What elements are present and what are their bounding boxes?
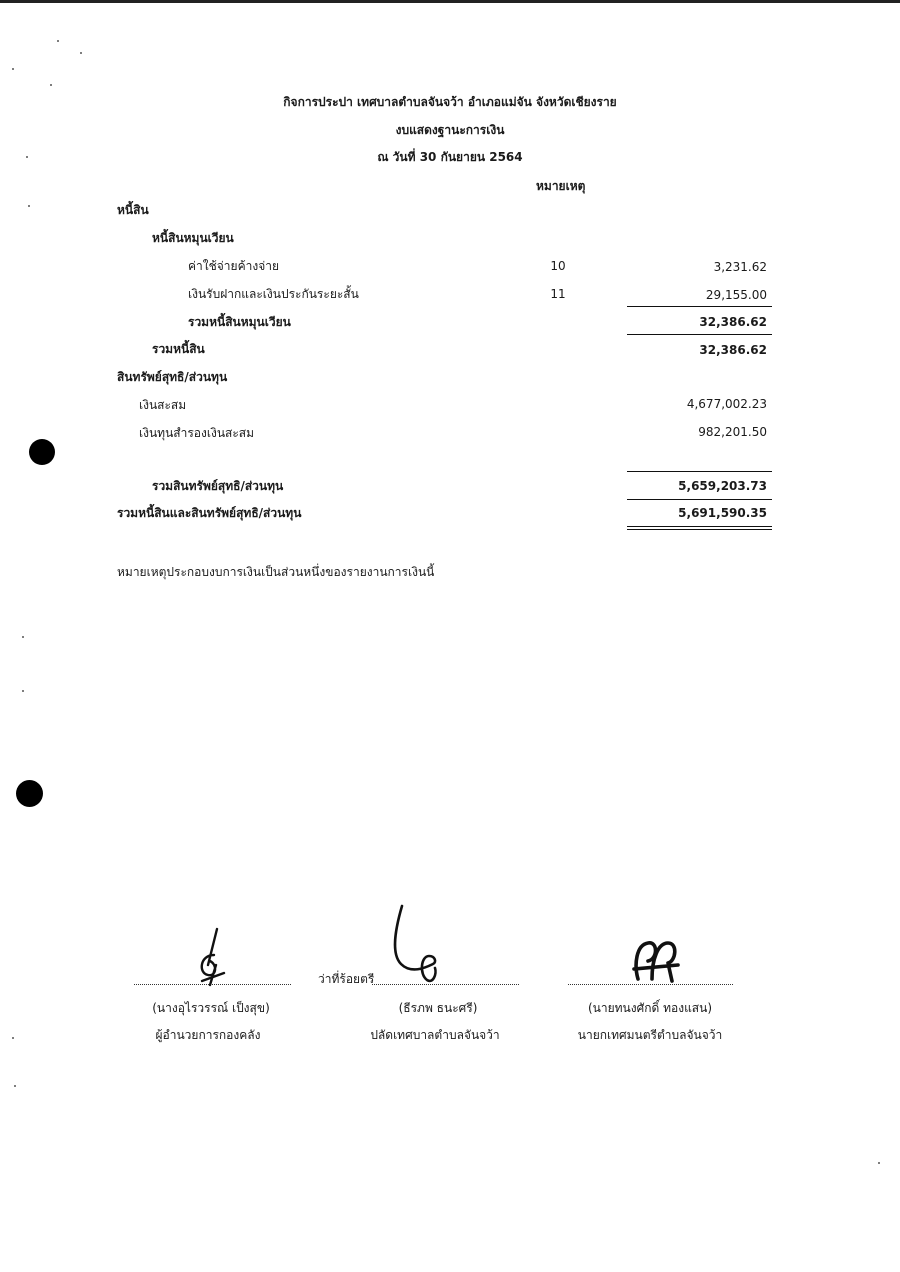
grand-total-double-rule xyxy=(627,526,772,530)
line-item-note: 11 xyxy=(550,287,566,301)
scan-speck xyxy=(28,205,30,207)
signatory-title: นายกเทศมนตรีตำบลจันจว้า xyxy=(577,1028,723,1042)
scan-speck xyxy=(878,1162,880,1164)
line-item-amount: 982,201.50 xyxy=(698,425,767,439)
subtotal-rule xyxy=(627,471,772,472)
signatory-name: (ธีรภพ ธนะศรี) xyxy=(398,1001,478,1015)
line-item-label: เงินรับฝากและเงินประกันระยะสั้น xyxy=(188,287,359,301)
scan-speck xyxy=(12,1037,14,1039)
line-item-label: เงินทุนสำรองเงินสะสม xyxy=(139,426,255,440)
current-liabilities-total-label: รวมหนี้สินหมุนเวียน xyxy=(188,315,291,329)
equity-heading: สินทรัพย์สุทธิ/ส่วนทุน xyxy=(117,370,228,384)
subtotal-rule xyxy=(627,334,772,335)
signatory-rank: ว่าที่ร้อยตรี xyxy=(318,972,375,986)
punch-hole xyxy=(29,439,55,465)
equity-total-amount: 5,659,203.73 xyxy=(678,479,767,493)
line-item-label: เงินสะสม xyxy=(139,398,187,412)
liabilities-total-label: รวมหนี้สิน xyxy=(152,342,205,356)
scan-speck xyxy=(50,84,52,86)
subtotal-rule xyxy=(627,499,772,500)
punch-hole xyxy=(16,780,43,807)
note-column-header: หมายเหตุ xyxy=(536,179,586,193)
current-liabilities-heading: หนี้สินหมุนเวียน xyxy=(152,231,234,245)
grand-total-label: รวมหนี้สินและสินทรัพย์สุทธิ/ส่วนทุน xyxy=(117,506,302,520)
subtotal-rule xyxy=(627,306,772,307)
line-item-note: 10 xyxy=(550,259,566,273)
scan-speck xyxy=(57,40,59,42)
line-item-label: ค่าใช้จ่ายค้างจ่าย xyxy=(188,259,279,273)
scan-speck xyxy=(22,690,24,692)
scan-top-edge xyxy=(0,0,900,3)
footnote: หมายเหตุประกอบงบการเงินเป็นส่วนหนึ่งของรายงานการเงินนี้ xyxy=(117,565,435,579)
signatory-title: ผู้อำนวยการกองคลัง xyxy=(155,1028,261,1042)
liabilities-heading: หนี้สิน xyxy=(117,203,149,217)
signatory-name: (นางอุไรวรรณ์ เป็งสุข) xyxy=(152,1001,270,1015)
signature-mark xyxy=(190,925,230,991)
scan-speck xyxy=(22,636,24,638)
current-liabilities-total-amount: 32,386.62 xyxy=(699,315,767,329)
scan-speck xyxy=(14,1085,16,1087)
report-date: ณ วันที่ 30 กันยายน 2564 xyxy=(377,150,523,164)
report-org-title: กิจการประปา เทศบาลตำบลจันจว้า อำเภอแม่จัน จังหวัดเชียงราย xyxy=(283,95,617,109)
grand-total-amount: 5,691,590.35 xyxy=(678,506,767,520)
line-item-amount: 4,677,002.23 xyxy=(686,397,767,411)
equity-total-label: รวมสินทรัพย์สุทธิ/ส่วนทุน xyxy=(152,479,284,493)
signatory-title: ปลัดเทศบาลตำบลจันจว้า xyxy=(370,1028,500,1042)
report-title: งบแสดงฐานะการเงิน xyxy=(395,123,505,137)
signature-mark xyxy=(628,935,684,985)
scan-speck xyxy=(12,68,14,70)
scan-speck xyxy=(80,52,82,54)
liabilities-total-amount: 32,386.62 xyxy=(699,343,767,357)
signature-mark xyxy=(385,900,445,990)
signatory-name: (นายทนงศักดิ์ ทองแสน) xyxy=(587,1001,713,1015)
line-item-amount: 3,231.62 xyxy=(713,260,767,274)
line-item-amount: 29,155.00 xyxy=(705,288,767,302)
